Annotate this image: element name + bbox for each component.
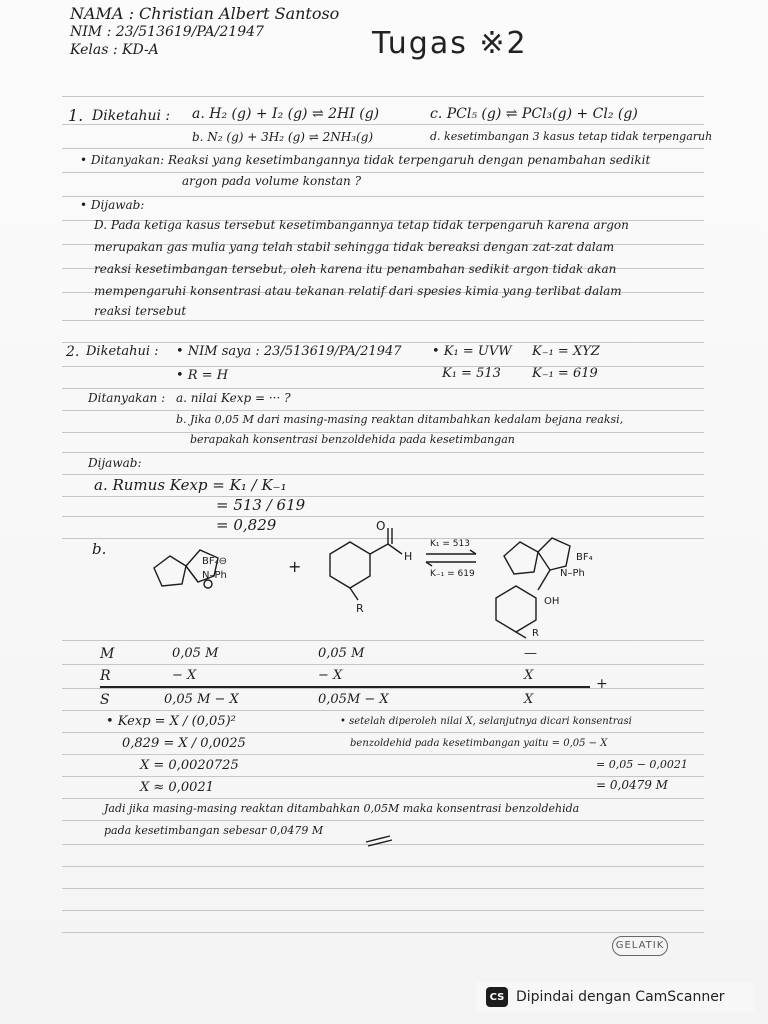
equilibrium-arrows [426, 550, 476, 566]
q2-b-label: b. [92, 540, 107, 558]
bf4-right-label: BF₄ [576, 552, 593, 563]
mrs-s-col3: X [524, 692, 534, 707]
q2-ditanyakan-a: a. nilai Kexp = ··· ? [176, 391, 291, 405]
side-note-line-3: = 0,05 − 0,0021 [596, 758, 688, 771]
mrs-r-col1: − X [172, 668, 197, 683]
page-title: Tugas ※2 [372, 26, 528, 61]
mrs-plus: + [596, 676, 608, 692]
mrs-m-col3: — [524, 646, 537, 661]
q2-kminus1-definition: K₋₁ = XYZ [532, 344, 600, 359]
mrs-r-label: R [100, 668, 111, 684]
ruled-line [62, 732, 704, 733]
q1-answer-line-4: mempengaruhi konsentrasi atau tekanan relatif dari spesies kimia yang terlibat dalam [94, 284, 622, 298]
ruled-line [62, 888, 704, 889]
side-note-line-2: benzoldehid pada kesetimbangan yaitu = 0,05 − X [350, 738, 608, 749]
ruled-line [62, 196, 704, 197]
side-note-line-4: = 0,0479 M [596, 778, 668, 792]
ruled-line [62, 388, 704, 389]
nph-left-label: N–Ph [202, 570, 227, 581]
q1-reaction-d: d. kesetimbangan 3 kasus tetap tidak terpengaruh [430, 130, 713, 143]
aldehyde-h-label: H [404, 550, 413, 563]
ruled-line [62, 910, 704, 911]
adduct-product-structure [496, 538, 570, 638]
q1-answer-line-5: reaksi tersebut [94, 304, 187, 318]
ruled-line [62, 172, 704, 173]
mrs-s-label: S [100, 692, 110, 708]
mrs-r-col3: X [524, 668, 534, 683]
ruled-line [62, 776, 704, 777]
q1-number: 1. [68, 106, 84, 125]
mrs-s-col2: 0,05M − X [318, 692, 389, 707]
q2-k1-value: K₁ = 513 [442, 366, 501, 381]
q1-answer-line-1: D. Pada ketiga kasus tersebut kesetimbangannya tetap tidak terpengaruh karena argon [94, 218, 629, 232]
benzaldehyde-structure [330, 528, 402, 600]
camscanner-icon: CS [486, 987, 508, 1007]
hydroxyl-label: OH [544, 596, 560, 607]
ruled-line [62, 754, 704, 755]
q1-reaction-b: b. N₂ (g) + 3H₂ (g) ⇌ 2NH₃(g) [192, 130, 374, 144]
q2-r-line: • R = H [176, 368, 229, 383]
q2-a-step-1: = 513 / 619 [216, 496, 306, 514]
q2-ditanyakan-label: Ditanyakan : [88, 391, 166, 405]
reaction-plus: + [288, 557, 302, 576]
q1-diketahui-label: Diketahui : [92, 108, 171, 124]
nph-right-label: N–Ph [560, 568, 585, 579]
calc-line-1: • Kexp = X / (0,05)² [106, 714, 236, 729]
camscanner-badge [476, 982, 754, 1012]
ruled-line [62, 410, 704, 411]
q2-nim-line: • NIM saya : 23/513619/PA/21947 [176, 344, 402, 359]
mrs-m-label: M [100, 646, 115, 662]
ruled-line [62, 96, 704, 97]
q2-ditanyakan-b-line-2: berapakah konsentrasi benzoldehida pada kesetimbangan [190, 433, 515, 446]
ruled-line [62, 452, 704, 453]
bf4-left-label: BF₄⊖ [202, 556, 227, 567]
mrs-divider [100, 686, 590, 688]
ruled-line [62, 820, 704, 821]
student-name: NAMA : Christian Albert Santoso [70, 4, 340, 23]
q2-a-step-2: = 0,829 [216, 516, 277, 534]
ruled-line [62, 320, 704, 321]
q2-number: 2. [66, 344, 80, 360]
ruled-line [62, 932, 704, 933]
q1-dijawab-label: • Dijawab: [80, 198, 145, 212]
q1-reaction-a: a. H₂ (g) + I₂ (g) ⇌ 2HI (g) [192, 106, 380, 122]
ruled-line [62, 496, 704, 497]
q2-k1-definition: • K₁ = UVW [432, 344, 512, 359]
ruled-line [62, 366, 704, 367]
calc-line-4: X ≈ 0,0021 [140, 780, 214, 795]
q2-diketahui-label: Diketahui : [86, 344, 159, 359]
ruled-line [62, 866, 704, 867]
ruled-line [62, 710, 704, 711]
student-class: Kelas : KD-A [70, 42, 159, 58]
ruled-line [62, 516, 704, 517]
double-underline-mark [364, 832, 394, 848]
ruled-line [62, 148, 704, 149]
mrs-r-col2: − X [318, 668, 343, 683]
ruled-line [62, 664, 704, 665]
q2-ditanyakan-b-line-1: b. Jika 0,05 M dari masing-masing reaktan ditambahkan kedalam bejana reaksi, [176, 413, 624, 426]
q1-answer-line-3: reaksi kesetimbangan tersebut, oleh karena itu penambahan sedikit argon tidak akan [94, 262, 617, 276]
notebook-brand-stamp: GELATIK [612, 936, 668, 956]
ruled-line [62, 640, 704, 641]
mrs-m-col1: 0,05 M [172, 646, 219, 661]
q1-reaction-c: c. PCl₅ (g) ⇌ PCl₃(g) + Cl₂ (g) [430, 106, 638, 122]
q2-kminus1-value: K₋₁ = 619 [532, 366, 598, 381]
calc-line-2: 0,829 = X / 0,0025 [122, 736, 246, 751]
ruled-line [62, 474, 704, 475]
mrs-m-col2: 0,05 M [318, 646, 365, 661]
calc-line-3: X = 0,0020725 [140, 758, 239, 773]
ruled-line [62, 124, 704, 125]
carbonyl-o-label: O [376, 520, 386, 533]
ruled-line [62, 342, 704, 343]
ruled-line [62, 798, 704, 799]
q1-ditanyakan-line-1: • Ditanyakan: Reaksi yang kesetimbangannya tidak terpengaruh dengan penambahan sedikit [80, 153, 651, 167]
q1-ditanyakan-line-2: argon pada volume konstan ? [182, 174, 362, 188]
student-nim: NIM : 23/513619/PA/21947 [70, 24, 264, 40]
side-note-line-1: • setelah diperoleh nilai X, selanjutnya dicari konsentrasi [340, 716, 632, 727]
q1-answer-line-2: merupakan gas mulia yang telah stabil sehingga tidak bereaksi dengan zat-zat dalam [94, 240, 615, 254]
k-reverse-label: K₋₁ = 619 [430, 569, 475, 579]
aryl-r-label: R [356, 602, 364, 615]
conclusion-line-1: Jadi jika masing-masing reaktan ditambahkan 0,05M maka konsentrasi benzoldehida [104, 802, 580, 815]
mrs-s-col1: 0,05 M − X [164, 692, 239, 707]
q2-a-formula: a. Rumus Kexp = K₁ / K₋₁ [94, 476, 287, 494]
camscanner-text: Dipindai dengan CamScanner [516, 989, 725, 1005]
q2-dijawab-label: Dijawab: [88, 456, 142, 470]
conclusion-line-2: pada kesetimbangan sebesar 0,0479 M [104, 824, 324, 837]
reaction-scheme [140, 520, 660, 640]
product-r-label: R [532, 628, 539, 639]
k-forward-label: K₁ = 513 [430, 539, 470, 549]
